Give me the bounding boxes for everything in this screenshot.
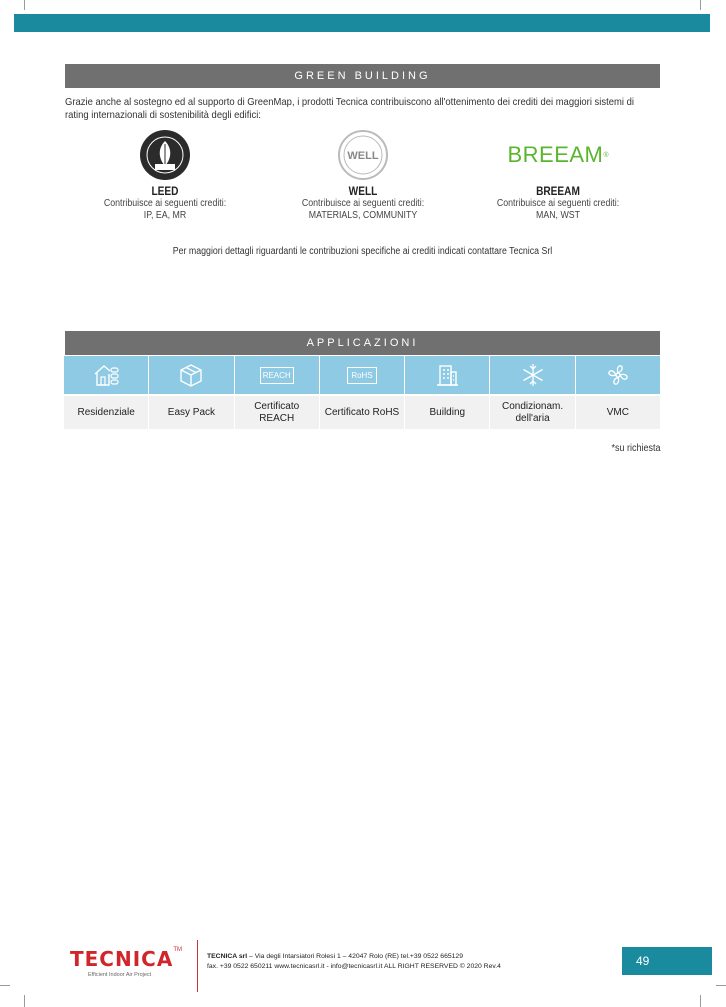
breeam-logo: BREEAM ®	[507, 142, 609, 167]
cert-credits: IP, EA, MR	[143, 210, 187, 221]
trademark: TM	[173, 947, 182, 953]
cert-name: LEED	[151, 186, 179, 198]
rohs-icon-text: RoHS	[347, 367, 376, 384]
cert-credits: MAN, WST	[536, 210, 580, 221]
application-label: Condizionam. dell'aria	[490, 396, 574, 429]
tecnica-logo	[70, 947, 182, 978]
application-label: Building	[405, 396, 489, 429]
rohs-icon	[320, 356, 404, 394]
application-reach	[235, 356, 319, 429]
applications-footnote: *su richiesta	[610, 443, 660, 454]
brand-tagline: Efficient Indoor Air Project	[88, 972, 152, 978]
cert-credits: MATERIALS, COMMUNITY	[308, 210, 418, 221]
footer-contact	[207, 952, 501, 972]
application-condizionamento	[490, 356, 574, 429]
green-building-title: GREEN BUILDING	[65, 64, 660, 88]
footer-company: TECNICA srl	[207, 953, 248, 960]
cert-leed	[65, 128, 265, 222]
application-label: Easy Pack	[149, 396, 233, 429]
building-icon	[405, 356, 489, 394]
application-label: Residenziale	[64, 396, 148, 429]
applications-title: APPLICAZIONI	[65, 331, 660, 355]
reach-icon-text: REACH	[260, 367, 294, 384]
application-label: Certificato RoHS	[320, 396, 404, 429]
brand-name: TECNICA	[70, 947, 174, 971]
footer-divider	[197, 940, 198, 992]
green-building-note: Per maggiori dettagli riguardanti le contribuzioni specifiche ai crediti indicati contattare Tecnica Srl	[172, 246, 553, 257]
application-residenziale	[64, 356, 148, 429]
cert-credits-label: Contribuisce ai seguenti crediti:	[301, 198, 425, 209]
application-easy-pack	[149, 356, 233, 429]
snowflake-icon	[490, 356, 574, 394]
well-seal-icon	[336, 128, 390, 182]
header-band	[14, 14, 710, 32]
crop-mark	[24, 0, 25, 10]
application-label: Certificato REACH	[235, 396, 319, 429]
reach-icon	[235, 356, 319, 394]
crop-mark	[700, 0, 701, 10]
application-rohs	[320, 356, 404, 429]
fan-icon	[576, 356, 660, 394]
cert-credits-label: Contribuisce ai seguenti crediti:	[103, 198, 227, 209]
leed-seal-icon	[138, 128, 192, 182]
application-building	[405, 356, 489, 429]
svg-text:WELL: WELL	[347, 150, 379, 162]
crop-mark	[716, 985, 726, 986]
application-vmc	[576, 356, 660, 429]
leed-logo	[65, 128, 265, 182]
house-icon	[64, 356, 148, 394]
application-label: VMC	[576, 396, 660, 429]
page-number: 49	[622, 947, 712, 975]
crop-mark	[24, 995, 25, 1007]
footer-line2: fax. +39 0522 650211 www.tecnicasrl.it - info@tecnicasrl.it ALL RIGHT RESERVED © 2020 Rev.4	[207, 963, 501, 970]
well-logo	[263, 128, 463, 182]
crop-mark	[700, 995, 701, 1007]
green-building-intro: Grazie anche al sostegno ed al supporto di GreenMap, i prodotti Tecnica contribuiscono all'ottenimento dei crediti dei maggiori sistemi di rating internazionali di sostenibilità degli edifici:	[65, 96, 634, 121]
cert-breeam	[458, 128, 658, 222]
cert-name: BREEAM	[536, 186, 580, 198]
cert-credits-label: Contribuisce ai seguenti crediti:	[496, 198, 620, 209]
footer-address: – Via degli Intarsiatori Rolesi 1 – 42047 Rolo (RE) tel.+39 0522 665129	[247, 953, 463, 960]
crop-mark	[0, 985, 10, 986]
box-icon	[149, 356, 233, 394]
breeam-wordmark: BREEAM	[507, 142, 604, 167]
applications-table	[64, 356, 660, 429]
cert-well	[263, 128, 463, 222]
cert-name: WELL	[348, 186, 378, 198]
